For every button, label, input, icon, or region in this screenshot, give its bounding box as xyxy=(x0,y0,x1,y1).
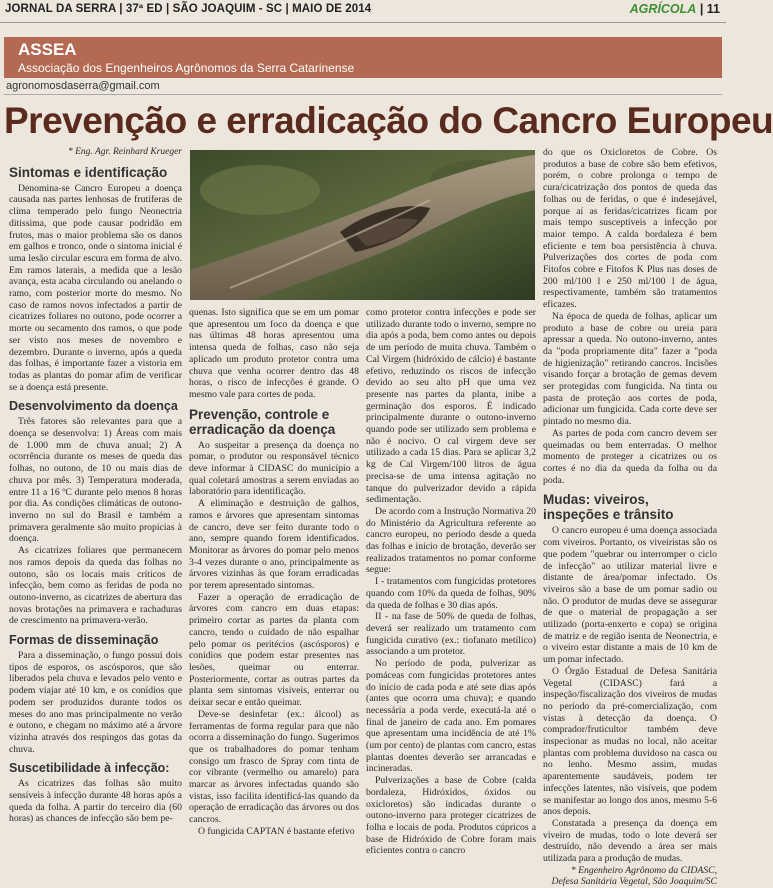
heading-mudas: Mudas: viveiros, inspeções e trânsito xyxy=(543,492,674,523)
paragraph: O cancro europeu é uma doença associada com viveiros. Portanto, os viveiristas são os que podem "quebrar ou interromper o ciclo de infecção" ao utilizar material livre e distante de área/pomar infectado. Os viveiros são a base de um pomar sadio ou não. O produtor de mudas deve se assegurar de que o material de propagação a ser utilizado (porta-enxerto e copa) se origina de matriz e de região isenta de Neonectria, e o viveiro estar distante a mais de 10 km de um pomar infectado. xyxy=(543,525,717,666)
paragraph: Ao suspeitar a presença da doença no pomar, o produtor ou responsável técnico deve informar à CIDASC do município a qual coletará amostras a serem enviadas ao laboratório para identificação. xyxy=(189,439,359,498)
paragraph: As cicatrizes das folhas são muito sensíveis à infecção durante 48 horas após a queda da folha. A partir do terceiro dia (60 horas) as chances de infecção são bem pe- xyxy=(9,778,182,825)
column-2 xyxy=(189,307,359,837)
paragraph: O Órgão Estadual de Defesa Sanitária Vegetal (CIDASC) fará a inspeção/fiscalização dos viveiros de mudas no período da pré-comercialização, com vistas à detecção da doença. O comprador/fruticultor também deve inspecionar as mudas no local, não aceitar plantas com problema duvidoso na casca ou no lenho. Mesmo assim, mudas aparentemente saudáveis, podem ter infecções latentes, não visíveis, que podem se manifestar ao longo dos anos, mesmo 5-6 anos depois. xyxy=(543,665,717,818)
author-signature xyxy=(543,865,717,888)
paragraph: como protetor contra infecções e pode ser utilizado durante todo o inverno, sempre no dia após a poda, bem como antes ou depois de um período de muita chuva. Também o Cal Virgem (hidróxido de cálcio) é bastante efetivo, reduzindo os riscos de infecção devido ao seu alto pH que uma vez presente nas partes da planta, inibe a germinação dos esporos. É indicado principalmente durante o outono-inverno quando pode ser utilizado sem problema e não é nocivo. O cal virgem deve ser utilizado a cada 15 dias. Para se aplicar 3,2 kg de Cal Virgem/100 litros de água precisa-se de uma intensa agitação no tanque do pulverizador devido a rápida sedimentação. xyxy=(366,307,536,506)
heading-suscetibilidade: Suscetibilidade à infecção: xyxy=(9,761,170,776)
column-3 xyxy=(366,307,537,857)
paragraph: No período de poda, pulverizar as pomáceas com fungicidas protetores antes do início de cada poda e até sete dias após (antes que ocorra uma chuva); e quando necessária a poda verde, executá-la até o final de janeiro de cada ano. Em pomares que apresentam uma incidência de até 1% (um por cento) de plantas com cancro, estas plantas doentes deverão ser arrancadas e incineradas. xyxy=(366,658,537,775)
paragraph: A eliminação e destruição de galhos, ramos e árvores que apresentam sintomas de cancro, deve ser feito durante todo o ano, sempre quando forem identificados. Monitorar as árvores do pomar pelo menos 3-4 vezes durante o ano, principalmente as árvores vizinhas às que foram erradicadas por terem apresentado sintomas. xyxy=(189,498,359,592)
paragraph: Constatada a presença da doença em viveiro de mudas, todo o lote deverá ser destruído, não devendo a área ser mais utilizada para a produção de mudas. xyxy=(543,817,717,865)
paragraph: Fazer a operação de erradicação de árvores com cancro em duas etapas: primeiro cortar as partes da planta com cancro, tendo o cuidado de não espalhar pelo pomar os peritécios (ascósporos) e conídios que podem estar presentes nas lesões, queimar ou enterrar. Posteriormente, cortar as outras partes da planta sem sintomas visíveis, enterrar ou deixar secar e então queimar. xyxy=(189,591,359,709)
paragraph: II - na fase de 50% de queda de folhas, deverá ser realizado um tratamento com fungicida curativo (ex.: tiofanato metílico) associando a um protetor. xyxy=(366,611,536,658)
paragraph: As partes de poda com cancro devem ser queimadas ou bem enterradas. O melhor momento de proteger a cicatrizes ou os cortes é no dia da queda da folha ou da poda. xyxy=(543,427,717,486)
newspaper-info: JORNAL DA SERRA | 37ª ED | SÃO JOAQUIM - SC | MAIO DE 2014 xyxy=(5,3,372,15)
paragraph: Na época de queda de folhas, aplicar um produto a base de cobre ou ureia para apressar a queda. No outono-inverno, antes da "poda propriamente dita" fazer a "poda de higienização" retirando cancros. Incisões visando forçar a brotação de gemas devem ser protegidas com fungicida. Na tinta ou pasta de proteção aos cortes de poda, adicionar um fungicida. Cada corte deve ser pintado no mesmo dia. xyxy=(543,310,717,428)
article-title: Prevenção e erradicação do Cancro Europeu xyxy=(4,100,773,141)
column-4 xyxy=(543,147,717,888)
signature-line: * Engenheiro Agrônomo da CIDASC, xyxy=(570,864,717,876)
canker-branch-photo xyxy=(190,150,535,300)
paragraph: Deve-se desinfetar (ex.: álcool) as ferramentas de forma regular para que não ocorra a disseminação do fungo. Sugerimos que os trabalhadores do pomar tenham consigo um frasco de Spray com tinta de cor vibrante (vermelho ou amarelo) para marcar as árvores infectadas quando são vistas, isso facilita identificá-las quando da operação de erradicação das árvores ou dos cancros. xyxy=(189,708,359,826)
paragraph: O fungicida CAPTAN é bastante efetivo xyxy=(198,825,355,837)
paragraph: I - tratamentos com fungicidas protetores quando com 10% da queda de folhas, 90% da queda de folhas e 30 dias após. xyxy=(366,576,536,611)
paragraph: De acordo com a Instrução Normativa 20 do Ministério da Agricultura referente ao cancro europeu, no período desde a queda das folhas e início de brotação, deverão ser realizados tratamentos no pomar conforme segue: xyxy=(366,505,536,576)
section-and-page xyxy=(630,2,720,16)
column-1 xyxy=(9,147,182,825)
paragraph: Para a disseminação, o fungo possui dois tipos de esporos, os ascósporos, que são liberados pela chuva e levados pelo vento e podem viajar até 10 km, e os conídios que podem ser produzidos durante todos os meses do ano mas principalmente no verão e outono, e chegam no máximo até a árvore vizinha através dos respingos das gotas da chuva. xyxy=(9,650,182,755)
band-title: ASSEA xyxy=(18,40,77,59)
paragraph: Três fatores são relevantes para que a doença se desenvolva: 1) Áreas com mais de 1.000 mm de chuva anual; 2) A ocorrência durante os meses de queda das folhas, no outono, de 10 ou mais dias de chuva por mês. 3) Temperatura moderada, entre 11 a 16 ºC durante pelo menos 8 horas por dia. As condições climáticas de outono-inverno no sul do Brasil e também a primavera geralmente são muito propícias à doença. xyxy=(9,416,182,545)
page-header xyxy=(0,0,726,22)
paragraph: As cicatrizes foliares que permanecem nos ramos depois da queda das folhas no outono, são os locais mais críticos de infecção, bem como as feridas de poda no outono-inverno, as cicatrizes de abertura das novas brotações na primavera e rachaduras de crescimento na primavera-verão. xyxy=(9,545,182,627)
paragraph: Denomina-se Cancro Europeu a doença causada nas partes lenhosas de frutíferas de clima temperado pelo fungo Neonectria ditissima, que pode causar podridão em frutos, mas o maior problema são os danos em galhos e tronco, onde o sintoma inicial é uma lesão circular escura em forma de alvo. Em ramos laterais, a medida que a lesão avança, esta acaba circulando ou anelando o ramo, com posterior morte do mesmo. No caso de ramos novos infectados a partir de cicatrizes foliares no outono, pode ocorrer a morte ou secamento dos ramos, o que pode ser visto nos meses de novembro e dezembro. Durante o inverno, após a queda das folhas, é importante fazer a vistoria em todas as plantas do pomar afim de verificar se a doença está presente. xyxy=(9,182,182,393)
heading-sintomas: Sintomas e identificação xyxy=(9,164,168,180)
page-number: | 11 xyxy=(699,2,720,16)
band-subtitle: Associação dos Engenheiros Agrônomos da Serra Catarinense xyxy=(18,61,355,75)
heading-disseminacao: Formas de disseminação xyxy=(9,633,159,648)
contact-email[interactable]: agronomosdaserra@gmail.com xyxy=(6,80,160,92)
heading-prevencao: Prevenção, controle e erradicação da doença xyxy=(189,406,336,437)
section-name: AGRÍCOLA xyxy=(629,2,697,16)
byline: * Eng. Agr. Reinhard Krueger xyxy=(68,147,182,157)
signature-line: Defesa Sanitária Vegetal, São Joaquim/SC xyxy=(551,876,717,888)
paragraph: Pulverizações a base de Cobre (calda bordaleza, Hidróxidos, óxidos ou oxicloretos) são indicadas durante o outono-inverno para proteger cicatrizes de folha e locais de poda. Produtos cúpricos a base de Hidróxido de Cobre foram mais eficientes contra o cancro xyxy=(366,775,536,857)
paragraph: do que os Oxicloretos de Cobre. Os produtos a base de cobre são bem efetivos, porém, o cobre prolonga o tempo de cura/cicatrização dos pontos de queda das folhas ou de feridas, o que é indesejável, porque aí as feridas/cicatrizes ficam por mais tempo susceptíveis a infecção por maior tempo. A calda bordaleza é bem eficiente e tem boa persistência à chuva. Pulverizações dos cortes de poda com Fitofos cobre e Fitofos K Plus nas doses de 200 ml/100 l e 250 ml/100 l de água, respectivamente, também são tratamentos eficazes. xyxy=(543,147,717,311)
header-rule xyxy=(0,22,726,23)
paragraph: quenas. Isto significa que se em um pomar que apresentou um foco da doença e que nas últimas 48 horas apresentou uma intensa queda de folhas, caso não seja aplicado um produto protetor contra uma chuva que venha ocorrer dentro das 48 horas, o risco de infecções é grande. O mesmo vale para cortes de poda. xyxy=(189,307,359,400)
assea-band xyxy=(4,37,722,78)
email-rule xyxy=(4,94,722,95)
heading-desenvolvimento: Desenvolvimento da doença xyxy=(9,399,178,414)
